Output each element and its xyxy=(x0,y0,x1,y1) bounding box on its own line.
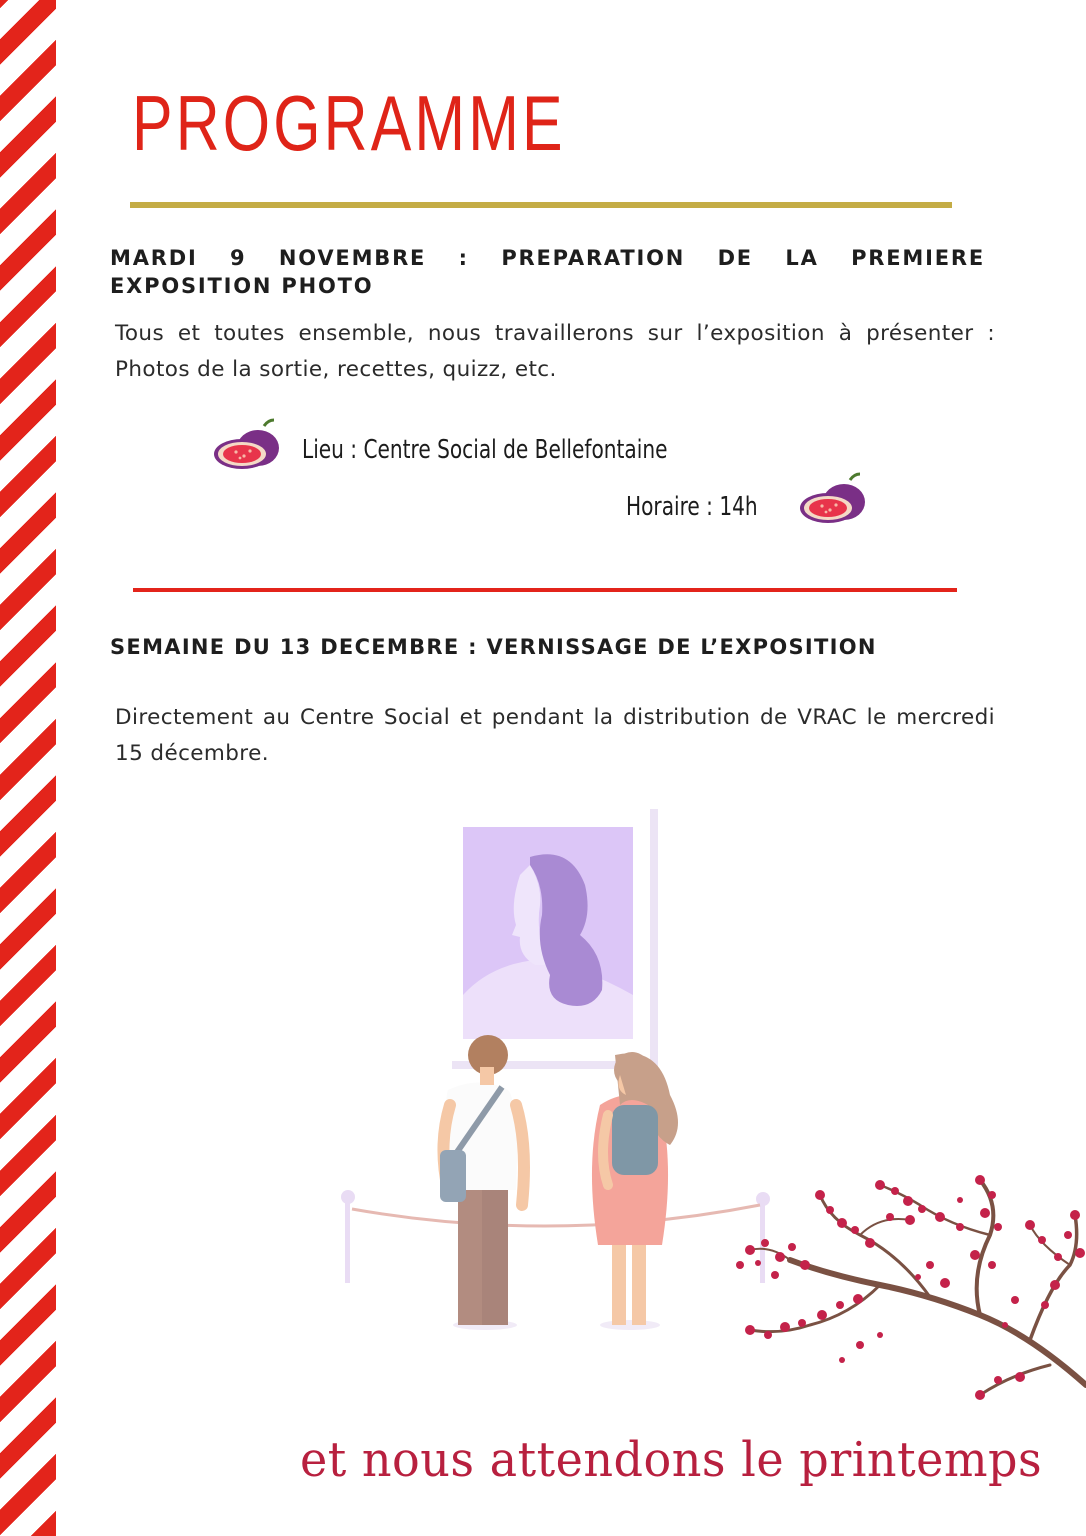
striped-border xyxy=(0,0,56,1536)
gallery-visitors-illustration xyxy=(330,805,790,1345)
fig-icon xyxy=(798,472,868,526)
section-2-body: Directement au Centre Social et pendant la distribution de VRAC le mercredi 15 décembre. xyxy=(115,705,995,766)
section-1-body: Tous et toutes ensemble, nous travaillerons sur l’exposition à présenter : Photos de la sortie, recettes, quizz, etc. xyxy=(115,321,995,382)
red-divider xyxy=(133,588,957,592)
time-label: Horaire : 14h xyxy=(626,492,758,522)
fig-icon xyxy=(212,418,282,472)
gold-divider xyxy=(130,202,952,208)
location-label: Lieu : Centre Social de Bellefontaine xyxy=(302,435,668,465)
cherry-blossom-branch xyxy=(730,1165,1086,1415)
section-2-heading: SEMAINE DU 13 DECEMBRE : VERNISSAGE DE L’EXPOSITION xyxy=(110,635,877,659)
page-title: PROGRAMME xyxy=(132,79,566,167)
closing-tagline: et nous attendons le printemps xyxy=(300,1432,1043,1488)
section-1-heading: MARDI 9 NOVEMBRE : PREPARATION DE LA PREMIERE EXPOSITION PHOTO xyxy=(110,246,985,298)
